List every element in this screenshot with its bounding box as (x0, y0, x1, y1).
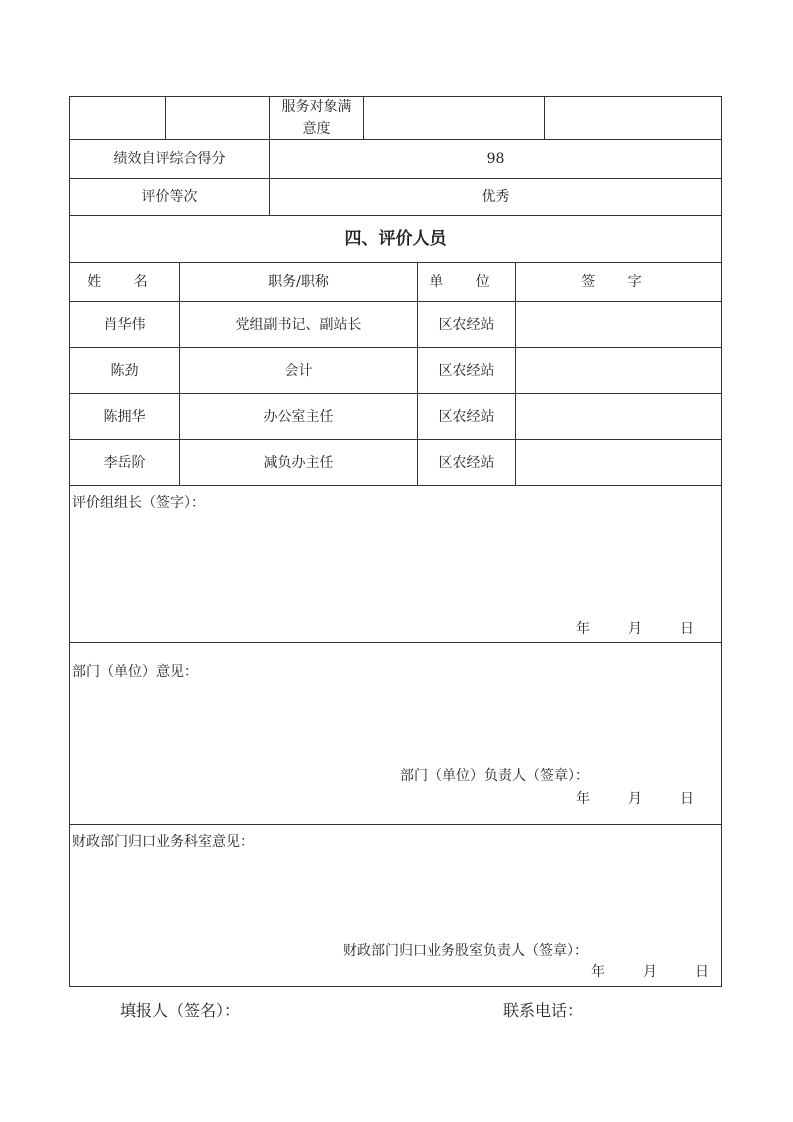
leader-section (69, 485, 722, 643)
year-label: 年 (591, 964, 605, 980)
satisfaction-label: 服务对象满意度 (269, 96, 364, 140)
section-title: 四、评价人员 (69, 215, 722, 263)
evaluator-name-cell: 李岳阶 (69, 439, 180, 486)
empty-cell (69, 96, 166, 140)
finance-signer: 财政部门归口业务股室负责人（签章）： (343, 943, 588, 959)
header-unit (417, 262, 516, 302)
leader-date (557, 618, 713, 638)
leader-label: 评价组组长（签字）： (72, 495, 205, 511)
header-text: 姓 名 (87, 274, 162, 290)
header-name (69, 262, 180, 302)
phone-label: 联系电话： (503, 1001, 584, 1020)
evaluator-title-cell: 会计 (179, 347, 418, 394)
evaluator-title-cell: 办公室主任 (179, 393, 418, 440)
evaluator-name-cell: 肖华伟 (69, 301, 180, 348)
dept-label: 部门（单位）意见： (72, 664, 198, 680)
evaluator-title-cell: 减负办主任 (179, 439, 418, 486)
day-label: 日 (680, 621, 694, 637)
evaluator-sign-cell (515, 301, 722, 348)
evaluator-unit-cell: 区农经站 (417, 393, 516, 440)
score-value: 98 (269, 139, 722, 179)
evaluator-unit-cell: 区农经站 (417, 439, 516, 486)
header-title: 职务/职称 (179, 262, 418, 302)
day-label: 日 (680, 791, 694, 807)
month-label: 月 (628, 621, 642, 637)
evaluator-sign-cell (515, 439, 722, 486)
month-label: 月 (628, 791, 642, 807)
evaluator-sign-cell (515, 393, 722, 440)
evaluator-unit-cell: 区农经站 (417, 301, 516, 348)
day-label: 日 (695, 964, 709, 980)
header-text: 签 字 (581, 274, 656, 290)
evaluator-title-cell: 党组副书记、副站长 (179, 301, 418, 348)
header-sign (515, 262, 722, 302)
empty-cell (544, 96, 722, 140)
grade-value: 优秀 (269, 178, 722, 216)
dept-section (69, 642, 722, 825)
empty-cell (165, 96, 270, 140)
dept-signer: 部门（单位）负责人（签章）： (400, 768, 589, 784)
score-label: 绩效自评综合得分 (69, 139, 270, 179)
empty-cell (363, 96, 545, 140)
finance-date (572, 961, 728, 981)
filler-label: 填报人（签名）： (120, 1001, 241, 1020)
finance-label: 财政部门归口业务科室意见： (72, 834, 254, 850)
header-text: 单 位 (429, 274, 504, 290)
finance-section (69, 824, 722, 987)
evaluator-unit-cell: 区农经站 (417, 347, 516, 394)
month-label: 月 (643, 964, 657, 980)
evaluator-name-cell: 陈拥华 (69, 393, 180, 440)
evaluator-sign-cell (515, 347, 722, 394)
dept-date (557, 788, 713, 808)
evaluator-name-cell: 陈劲 (69, 347, 180, 394)
year-label: 年 (576, 621, 590, 637)
grade-label: 评价等次 (69, 178, 270, 216)
year-label: 年 (576, 791, 590, 807)
